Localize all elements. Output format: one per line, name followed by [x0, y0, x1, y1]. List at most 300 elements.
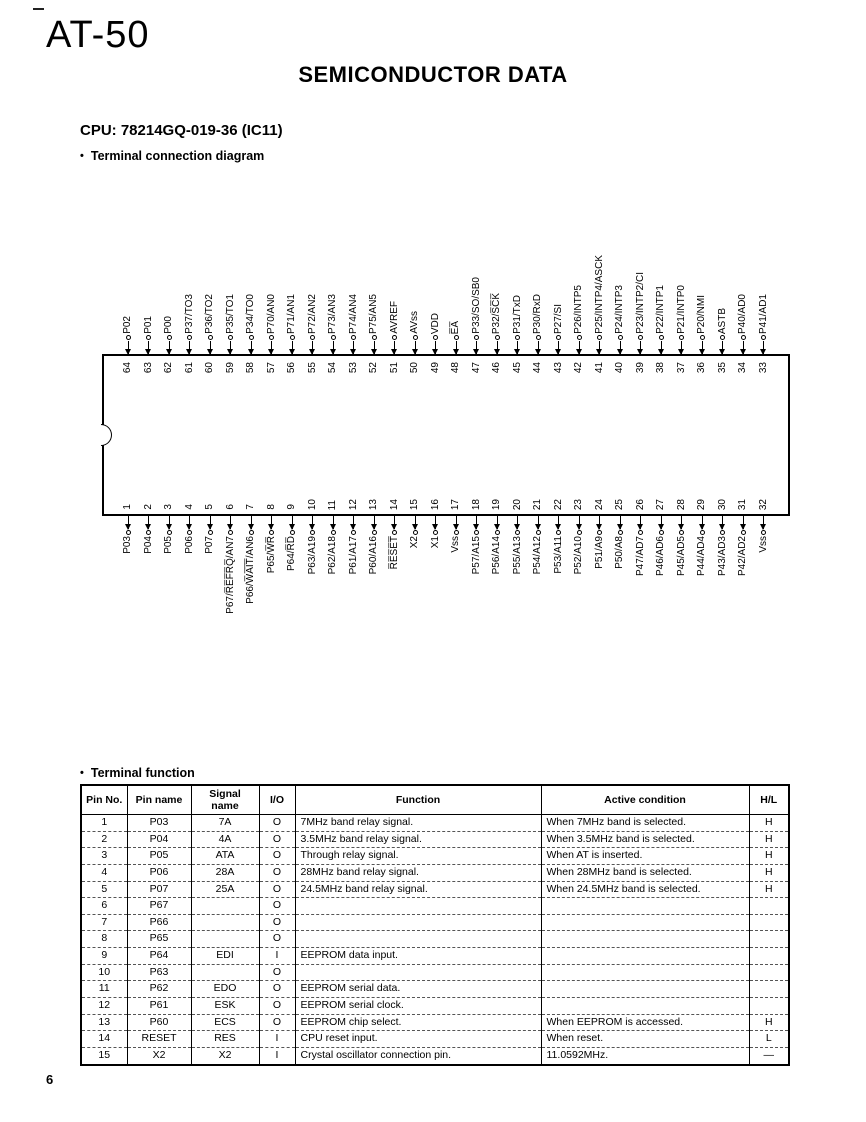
- pin-column-top: [754, 196, 775, 354]
- pin-column-top: [262, 196, 283, 354]
- cell-hl: [749, 948, 789, 965]
- pin-label: P24/INTP3: [614, 285, 626, 334]
- pin-label: P55/A13: [511, 536, 523, 575]
- cell-io: O: [259, 881, 295, 898]
- pin-terminal-circle: [454, 530, 459, 535]
- pin-label: P26/INTP5: [573, 285, 585, 334]
- pin-lead-arrow: [292, 341, 293, 354]
- cell-signal-name: ECS: [191, 1014, 259, 1031]
- pin-column-top: [118, 196, 139, 354]
- pin-lead-arrow: [681, 341, 682, 354]
- pin-number-cell: [692, 472, 713, 512]
- pin-number: 44: [532, 362, 544, 374]
- pin-number: 62: [163, 362, 175, 374]
- pin-lead-arrow: [353, 516, 354, 529]
- pin-terminal-circle: [761, 530, 766, 535]
- cell-pin-no: 8: [81, 931, 127, 948]
- pin-lead-arrow: [148, 341, 149, 354]
- pin-terminal-circle: [269, 335, 274, 340]
- pin-number: 56: [286, 362, 298, 374]
- pin-label: P42/AD2: [737, 536, 749, 577]
- pin-column-top: [528, 196, 549, 354]
- cell-pin-name: P03: [127, 815, 191, 832]
- pin-number: 50: [409, 362, 421, 374]
- pin-column-bottom: [754, 516, 775, 674]
- pin-column-top: [713, 196, 734, 354]
- pin-number: 54: [327, 362, 339, 374]
- pin-lead-arrow: [497, 341, 498, 354]
- cell-function: [295, 898, 541, 915]
- pin-column-top: [364, 196, 385, 354]
- table-row: [81, 898, 789, 915]
- pin-terminal-circle: [331, 335, 336, 340]
- table-row: [81, 848, 789, 865]
- cell-function: EEPROM data input.: [295, 948, 541, 965]
- pin-terminal-circle: [720, 335, 725, 340]
- pin-label: P53/A11: [552, 536, 564, 574]
- cell-hl: [749, 914, 789, 931]
- pin-number-cell: [221, 360, 242, 400]
- cell-active-condition: [541, 964, 749, 981]
- pin-number-cell: [508, 472, 529, 512]
- pin-terminal-circle: [208, 335, 213, 340]
- pin-column-bottom: [323, 516, 344, 674]
- pin-number: 11: [327, 499, 339, 510]
- cell-signal-name: [191, 964, 259, 981]
- pin-column-top: [385, 196, 406, 354]
- pin-label: R̅E̅S̅E̅T̅: [388, 536, 400, 570]
- pin-label: P23/INTP2/CI: [634, 272, 646, 334]
- pin-label: P33/SO/SB0: [470, 277, 482, 334]
- cell-pin-name: P60: [127, 1014, 191, 1031]
- cell-signal-name: X2: [191, 1047, 259, 1064]
- pin-number: 36: [696, 362, 708, 374]
- pin-number-cell: [303, 360, 324, 400]
- pin-terminal-circle: [228, 335, 233, 340]
- pin-label: P52/A10: [573, 536, 585, 575]
- pin-number: 33: [757, 362, 769, 374]
- cell-pin-no: 7: [81, 914, 127, 931]
- pin-number-cell: [385, 360, 406, 400]
- cell-function: [295, 931, 541, 948]
- pin-label: P65/W̅R̅: [265, 536, 277, 574]
- pin-label: P74/AN4: [347, 293, 359, 334]
- pin-number-cell: [733, 360, 754, 400]
- pin-label: E̅A̅: [450, 320, 462, 334]
- diagram-section-heading: [80, 149, 264, 163]
- pin-column-bottom: [426, 516, 447, 674]
- cell-hl: H: [749, 831, 789, 848]
- pin-label: P45/AD5: [675, 536, 687, 577]
- table-section-heading: [80, 766, 195, 780]
- pin-number: 34: [737, 362, 749, 374]
- pin-number-cell: [139, 360, 160, 400]
- cell-pin-name: P07: [127, 881, 191, 898]
- pin-column-top: [323, 196, 344, 354]
- pin-number: 13: [368, 498, 380, 510]
- pin-number-cell: [610, 360, 631, 400]
- cell-io: I: [259, 1031, 295, 1048]
- pin-lead-arrow: [415, 516, 416, 529]
- pin-column-bottom: [200, 516, 221, 674]
- pin-label: P34/TO0: [245, 294, 257, 334]
- pin-label: P66/W̅A̅I̅T̅/AN6: [245, 536, 257, 604]
- pin-label: VDD: [429, 312, 441, 334]
- pin-number-cell: [200, 360, 221, 400]
- pin-column-top: [303, 196, 324, 354]
- pin-lead-arrow: [763, 516, 764, 529]
- pin-terminal-circle: [208, 530, 213, 535]
- pin-terminal-circle: [146, 335, 151, 340]
- pin-terminal-circle: [413, 335, 418, 340]
- pin-number-cell: [159, 360, 180, 400]
- pin-number-cell: [692, 360, 713, 400]
- pin-label: P37/TO3: [183, 294, 195, 334]
- pin-terminal-circle: [474, 530, 479, 535]
- cell-pin-name: P04: [127, 831, 191, 848]
- pin-number: 31: [737, 498, 749, 510]
- pin-terminal-circle: [146, 530, 151, 535]
- cell-pin-name: P62: [127, 981, 191, 998]
- pin-terminal-circle: [515, 335, 520, 340]
- pin-label: P51/A9: [593, 536, 605, 569]
- pin-terminal-circle: [556, 530, 561, 535]
- pin-number: 38: [655, 362, 667, 374]
- pin-number: 51: [388, 362, 400, 374]
- table-row: [81, 815, 789, 832]
- pin-column-top: [221, 196, 242, 354]
- pin-column-top: [610, 196, 631, 354]
- pin-number: 63: [142, 362, 154, 374]
- pin-number: 40: [614, 362, 626, 374]
- cell-io: O: [259, 864, 295, 881]
- cell-pin-name: P63: [127, 964, 191, 981]
- pin-number: 19: [491, 498, 503, 510]
- pin-number-cell: [467, 360, 488, 400]
- pin-label: P07: [204, 536, 216, 554]
- pin-lead-arrow: [538, 516, 539, 529]
- cell-signal-name: 25A: [191, 881, 259, 898]
- table-row: [81, 881, 789, 898]
- cell-hl: H: [749, 1014, 789, 1031]
- pin-number: 9: [286, 504, 298, 510]
- pin-column-bottom: [180, 516, 201, 674]
- pin-lead-arrow: [251, 516, 252, 529]
- pin-column-top: [549, 196, 570, 354]
- pin-number: 27: [655, 498, 667, 510]
- pin-number-cell: [139, 472, 160, 512]
- cell-function: Through relay signal.: [295, 848, 541, 865]
- table-header-cell: Pin name: [127, 785, 191, 815]
- pin-lead-arrow: [661, 516, 662, 529]
- cell-pin-no: 13: [81, 1014, 127, 1031]
- pin-lead-arrow: [517, 516, 518, 529]
- pin-column-top: [467, 196, 488, 354]
- pin-lead-arrow: [271, 516, 272, 529]
- pin-column-bottom: [610, 516, 631, 674]
- pin-terminal-circle: [618, 335, 623, 340]
- pin-number: 29: [696, 498, 708, 510]
- pin-number-cell: [569, 360, 590, 400]
- pin-lead-arrow: [210, 341, 211, 354]
- pin-lead-arrow: [579, 341, 580, 354]
- pin-terminal-circle: [700, 335, 705, 340]
- cell-pin-name: P61: [127, 998, 191, 1015]
- table-header-cell: I/O: [259, 785, 295, 815]
- pin-terminal-circle: [249, 530, 254, 535]
- pin-number: 22: [552, 498, 564, 510]
- pin-number-cell: [344, 472, 365, 512]
- pin-number-cell: [549, 360, 570, 400]
- cell-active-condition: [541, 931, 749, 948]
- pin-column-bottom: [303, 516, 324, 674]
- pin-lead-arrow: [312, 516, 313, 529]
- pin-lead-arrow: [620, 516, 621, 529]
- pin-terminal-circle: [720, 530, 725, 535]
- cell-pin-name: RESET: [127, 1031, 191, 1048]
- pin-label: P00: [163, 316, 175, 334]
- cell-io: I: [259, 1047, 295, 1064]
- cell-active-condition: [541, 948, 749, 965]
- pin-number-cell: [733, 472, 754, 512]
- pin-terminal-circle: [597, 335, 602, 340]
- cell-pin-no: 10: [81, 964, 127, 981]
- pin-number: 3: [163, 504, 175, 510]
- pin-number: 20: [511, 498, 523, 510]
- cell-signal-name: 4A: [191, 831, 259, 848]
- cell-function: 24.5MHz band relay signal.: [295, 881, 541, 898]
- pin-column-bottom: [364, 516, 385, 674]
- cell-signal-name: [191, 931, 259, 948]
- pin-terminal-circle: [351, 335, 356, 340]
- pin-column-bottom: [672, 516, 693, 674]
- table-row: [81, 981, 789, 998]
- pin-number-cell: [672, 360, 693, 400]
- pin-lead-arrow: [189, 341, 190, 354]
- pin-number: 12: [347, 498, 359, 510]
- pin-column-top: [344, 196, 365, 354]
- pin-lead-arrow: [251, 341, 252, 354]
- pin-label: P22/INTP1: [655, 285, 667, 334]
- cell-pin-no: 9: [81, 948, 127, 965]
- cell-io: O: [259, 914, 295, 931]
- pin-lead-arrow: [476, 341, 477, 354]
- pin-terminal-circle: [228, 530, 233, 535]
- pin-column-bottom: [713, 516, 734, 674]
- cell-active-condition: When 3.5MHz band is selected.: [541, 831, 749, 848]
- pin-terminal-circle: [474, 335, 479, 340]
- pin-terminal-circle: [679, 335, 684, 340]
- cpu-heading: CPU: 78214GQ-019-36 (IC11): [80, 122, 283, 139]
- pin-lead-arrow: [353, 341, 354, 354]
- pin-lead-arrow: [169, 341, 170, 354]
- table-header-row: [81, 785, 789, 815]
- table-body: [81, 815, 789, 1065]
- pin-lead-arrow: [333, 341, 334, 354]
- pin-terminal-circle: [679, 530, 684, 535]
- pin-label: P64/R̅D̅: [286, 536, 298, 572]
- bullet-marker: •: [80, 767, 84, 779]
- cell-hl: [749, 964, 789, 981]
- pin-number: 28: [675, 498, 687, 510]
- pin-number: 35: [716, 362, 728, 374]
- cell-function: Crystal oscillator connection pin.: [295, 1047, 541, 1064]
- cell-io: O: [259, 848, 295, 865]
- pin-lead-arrow: [415, 341, 416, 354]
- pin-label: P36/TO2: [204, 294, 216, 334]
- pin-terminal-circle: [433, 335, 438, 340]
- cell-pin-no: 3: [81, 848, 127, 865]
- pin-column-top: [426, 196, 447, 354]
- cell-io: I: [259, 948, 295, 965]
- pin-terminal-circle: [269, 530, 274, 535]
- pin-terminal-circle: [187, 530, 192, 535]
- table-row: [81, 1047, 789, 1064]
- cell-signal-name: [191, 914, 259, 931]
- cell-io: O: [259, 964, 295, 981]
- cell-signal-name: ESK: [191, 998, 259, 1015]
- pin-label: P40/AD0: [737, 293, 749, 334]
- pin-column-bottom: [590, 516, 611, 674]
- pin-number-cell: [426, 360, 447, 400]
- pin-lead-arrow: [702, 516, 703, 529]
- pin-label: P72/AN2: [306, 293, 318, 334]
- pin-label: P54/A12: [532, 536, 544, 575]
- pin-label: X1: [429, 536, 441, 549]
- pin-number-cell: [118, 472, 139, 512]
- cell-io: O: [259, 1014, 295, 1031]
- pin-label: P32/S̅C̅K̅: [491, 292, 503, 334]
- pin-column-bottom: [651, 516, 672, 674]
- pin-label: P70/AN0: [265, 293, 277, 334]
- pin-lead-arrow: [456, 341, 457, 354]
- table-row: [81, 998, 789, 1015]
- pin-label: P63/A19: [306, 536, 318, 575]
- pin-number-cell: [405, 360, 426, 400]
- pin-number-cell: [754, 360, 775, 400]
- pin-number: 30: [716, 498, 728, 510]
- cell-hl: [749, 898, 789, 915]
- pin-number: 7: [245, 504, 257, 510]
- pin-number: 21: [532, 498, 544, 510]
- cell-function: 7MHz band relay signal.: [295, 815, 541, 832]
- pin-terminal-circle: [577, 335, 582, 340]
- bottom-pin-labels: [118, 516, 774, 674]
- pin-column-bottom: [405, 516, 426, 674]
- pin-column-top: [672, 196, 693, 354]
- cell-function: [295, 914, 541, 931]
- pin-number-cell: [446, 360, 467, 400]
- pin-terminal-circle: [495, 530, 500, 535]
- pin-number-cell: [405, 472, 426, 512]
- pin-terminal-circle: [700, 530, 705, 535]
- pin-lead-arrow: [230, 516, 231, 529]
- pin-number: 4: [183, 504, 195, 510]
- pin-number-cell: [508, 360, 529, 400]
- pin-number: 32: [757, 498, 769, 510]
- pin-number-cell: [364, 360, 385, 400]
- pin-lead-arrow: [394, 516, 395, 529]
- cell-active-condition: [541, 998, 749, 1015]
- document-title: SEMICONDUCTOR DATA: [298, 62, 568, 87]
- pin-lead-arrow: [558, 341, 559, 354]
- cell-pin-no: 14: [81, 1031, 127, 1048]
- pin-number-cell: [631, 472, 652, 512]
- pin-lead-arrow: [661, 341, 662, 354]
- cell-pin-no: 4: [81, 864, 127, 881]
- pin-label: P03: [122, 536, 134, 554]
- table-header-cell: H/L: [749, 785, 789, 815]
- pin-column-top: [487, 196, 508, 354]
- pin-label: P47/AD7: [634, 536, 646, 577]
- cell-hl: H: [749, 881, 789, 898]
- pin-lead-arrow: [599, 516, 600, 529]
- table-row: [81, 948, 789, 965]
- terminal-connection-diagram: [102, 196, 790, 676]
- pin-terminal-circle: [577, 530, 582, 535]
- pin-terminal-circle: [659, 530, 664, 535]
- pin-column-bottom: [549, 516, 570, 674]
- pin-number: 14: [388, 498, 400, 510]
- pin-number-cell: [180, 360, 201, 400]
- pin-number: 45: [511, 362, 523, 374]
- pin-terminal-circle: [515, 530, 520, 535]
- pin-number-cell: [159, 472, 180, 512]
- table-row: [81, 1014, 789, 1031]
- cell-signal-name: [191, 898, 259, 915]
- pin-terminal-circle: [741, 335, 746, 340]
- pin-lead-arrow: [743, 516, 744, 529]
- pin-terminal-circle: [126, 335, 131, 340]
- pin-column-bottom: [569, 516, 590, 674]
- pin-terminal-circle: [372, 335, 377, 340]
- pin-lead-arrow: [435, 341, 436, 354]
- pin-number: 64: [122, 362, 134, 374]
- pin-number-cell: [282, 472, 303, 512]
- terminal-function-table: [80, 784, 790, 1066]
- pin-number: 23: [573, 498, 585, 510]
- cell-signal-name: EDI: [191, 948, 259, 965]
- pin-lead-arrow: [128, 516, 129, 529]
- pin-label: P62/A18: [327, 536, 339, 575]
- bullet-marker: •: [80, 150, 84, 162]
- cell-active-condition: When 24.5MHz band is selected.: [541, 881, 749, 898]
- cell-function: EEPROM serial clock.: [295, 998, 541, 1015]
- cell-pin-no: 11: [81, 981, 127, 998]
- cell-function: EEPROM chip select.: [295, 1014, 541, 1031]
- pin-column-bottom: [241, 516, 262, 674]
- cell-pin-no: 15: [81, 1047, 127, 1064]
- pin-label: P05: [163, 536, 175, 554]
- pin-column-bottom: [528, 516, 549, 674]
- pin-lead-arrow: [230, 341, 231, 354]
- pin-label: AVss: [409, 311, 421, 334]
- pin-column-bottom: [159, 516, 180, 674]
- pin-column-bottom: [467, 516, 488, 674]
- cell-hl: H: [749, 815, 789, 832]
- cell-function: 28MHz band relay signal.: [295, 864, 541, 881]
- pin-number-cell: [221, 472, 242, 512]
- pin-number: 52: [368, 362, 380, 374]
- pin-lead-arrow: [128, 341, 129, 354]
- table-header-cell: Active condition: [541, 785, 749, 815]
- cell-pin-name: P66: [127, 914, 191, 931]
- pin-terminal-circle: [310, 530, 315, 535]
- table-row: [81, 964, 789, 981]
- cell-signal-name: ATA: [191, 848, 259, 865]
- pin-number: 17: [450, 498, 462, 510]
- pin-number: 18: [470, 498, 482, 510]
